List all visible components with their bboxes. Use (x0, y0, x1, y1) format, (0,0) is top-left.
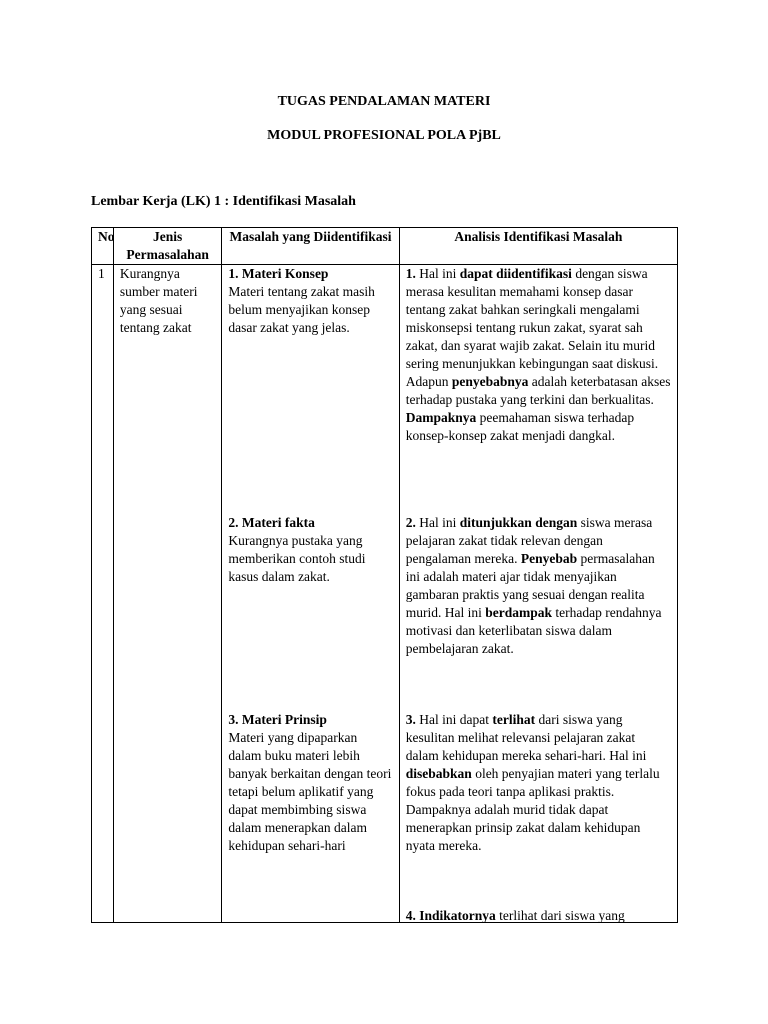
header-jenis: Jenis Permasalahan (113, 228, 221, 265)
header-analisis: Analisis Identifikasi Masalah (399, 228, 677, 265)
cell-no: 1 (92, 265, 114, 923)
header-masalah: Masalah yang Diidentifikasi (222, 228, 399, 265)
table-row (92, 265, 678, 923)
masalah-3-title: 3. Materi Prinsip (228, 712, 327, 727)
worksheet-table (91, 227, 678, 923)
doc-title: TUGAS PENDALAMAN MATERI (277, 94, 491, 109)
cell-jenis: Kurangnya sumber materi yang sesuai tentang zakat (113, 265, 221, 923)
masalah-2-text: Kurangnya pustaka yang memberikan contoh studi kasus dalam zakat. (228, 533, 366, 584)
analisis-3: 3. Hal ini dapat terlihat dari siswa yang kesulitan melihat relevansi pelajaran zakat dalam kehidupan mereka sehari-hari. Hal ini disebabkan oleh penyajian materi yang terlalu fokus pada teori tanpa aplikasi praktis. Dampaknya adalah murid tidak dapat menerapkan prinsip zakat dalam kehidupan nyata mereka. (405, 712, 660, 853)
worksheet-title: Lembar Kerja (LK) 1 : Identifikasi Masalah (91, 194, 356, 209)
analisis-4: 4. Indikatornya terlihat dari siswa yang (405, 908, 625, 923)
masalah-1-text: Materi tentang zakat masih belum menyajikan konsep dasar zakat yang jelas. (228, 284, 375, 335)
cell-masalah (222, 265, 399, 923)
table-header-row (92, 228, 678, 265)
header-no: No (92, 228, 114, 265)
analisis-2: 2. Hal ini ditunjukkan dengan siswa merasa pelajaran zakat tidak relevan dengan pengalaman mereka. Penyebab permasalahan ini adalah materi ajar tidak menyajikan gambaran praktis yang sesuai dengan realita murid. Hal ini berdampak terhadap rendahnya motivasi dan keterlibatan siswa dalam pembelajaran zakat. (405, 515, 662, 656)
masalah-2-title: 2. Materi fakta (228, 515, 315, 530)
doc-subtitle: MODUL PROFESIONAL POLA PjBL (267, 128, 501, 143)
cell-analisis (399, 265, 677, 923)
analisis-1: 1. Hal ini dapat diidentifikasi dengan siswa merasa kesulitan memahami konsep dasar tentang zakat bahkan seringkali mengalami miskonsepsi tentang rukun zakat, syarat sah zakat, dan syarat wajib zakat. Selain itu murid sering menunjukkan kebingungan saat diskusi. Adapun penyebabnya adalah keterbatasan akses terhadap pustaka yang terkini dan berkualitas. Dampaknya peemahaman siswa terhadap konsep-konsep zakat menjadi dangkal. (405, 266, 671, 443)
masalah-1-title: 1. Materi Konsep (228, 266, 329, 281)
masalah-3-text: Materi yang dipaparkan dalam buku materi lebih banyak berkaitan dengan teori tetapi belum aplikatif yang dapat membimbing siswa dalam menerapkan dalam kehidupan sehari-hari (228, 730, 392, 853)
